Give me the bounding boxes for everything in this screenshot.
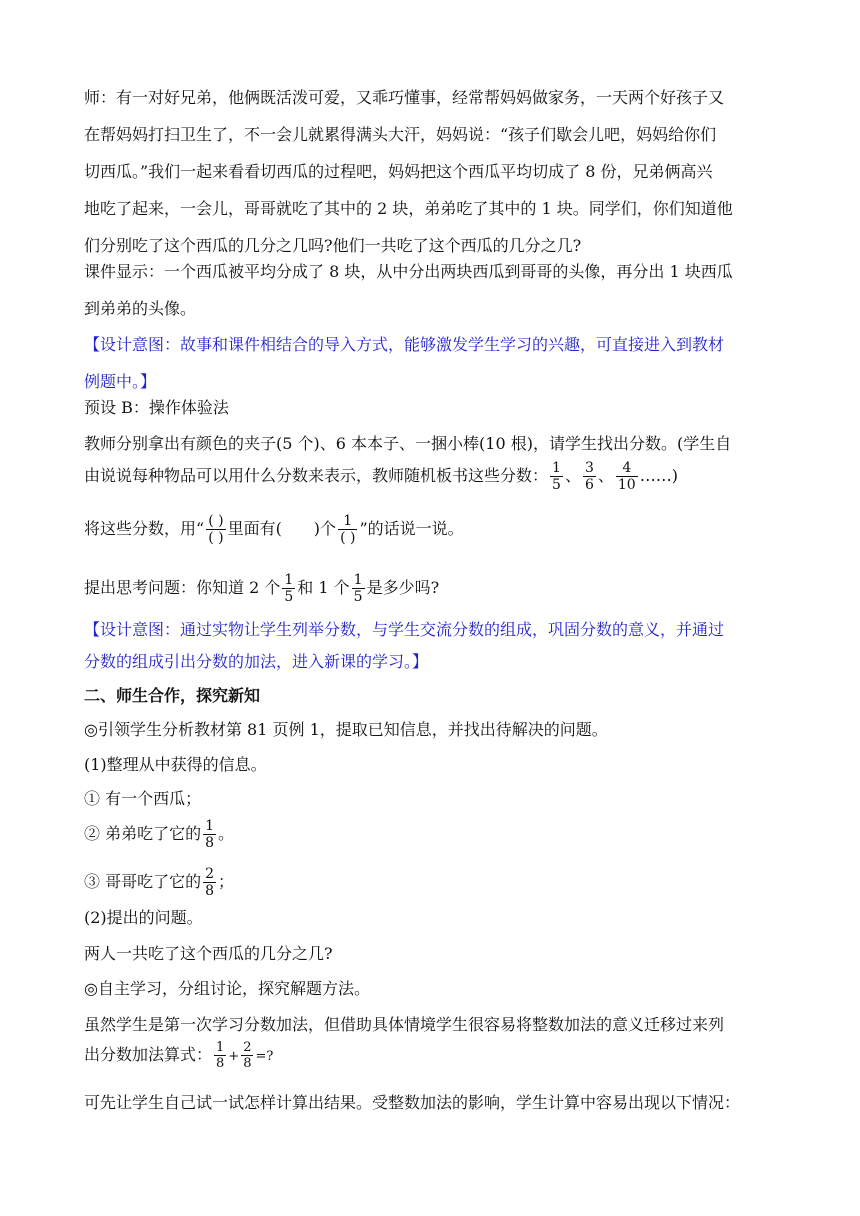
fraction-denominator: 8 <box>205 883 215 899</box>
say-text-post: ”的话说一说。 <box>359 519 464 538</box>
unit-blank-fraction <box>338 513 357 546</box>
fraction-2-8 <box>241 1040 253 1071</box>
fraction-numerator: 1 <box>205 818 215 834</box>
fraction-numerator: 1 <box>216 1040 225 1055</box>
info-item-3 <box>84 862 784 902</box>
fraction-denominator: 8 <box>205 835 215 851</box>
blank-denominator: ( ) <box>340 530 356 546</box>
say-text-mid: 里面有( )个 <box>227 519 337 538</box>
courseware-line-2: 到弟弟的头像。 <box>84 299 197 318</box>
story-line-2: 在帮妈妈打扫卫生了，不一会儿就累得满头大汗，妈妈说：“孩子们歇会儿吧，妈妈给你们 <box>84 125 717 144</box>
info-item-3-end: ； <box>218 872 235 891</box>
fraction-2-8 <box>203 866 216 899</box>
equals-question: =? <box>255 1049 274 1064</box>
story-line-3: 切西瓜。”我们一起来看看切西瓜的过程吧，妈妈把这个西瓜平均切成了 8 份，兄弟俩高兴 <box>84 162 713 181</box>
fraction-1-8 <box>214 1040 226 1071</box>
blank-numerator: ( ) <box>208 513 224 529</box>
story-line-1: 师：有一对好兄弟，他俩既活泼可爱，又乖巧懂事，经常帮妈妈做家务，一天两个好孩子又 <box>84 88 725 107</box>
info-item-2-text: ② 弟弟吃了它的 <box>84 824 202 843</box>
guide-line: ◎引领学生分析教材第 81 页例 1，提取已知信息，并找出待解决的问题。 <box>84 720 608 739</box>
operate-line-1: 教师分别拿出有颜色的夹子(5 个)、6 本本子、一捆小棒(10 根)，请学生找出分数。(学生自 <box>84 434 732 453</box>
operate-line-2 <box>84 456 784 496</box>
info-item-2-end: 。 <box>218 824 235 843</box>
fraction-numerator: 4 <box>616 460 638 477</box>
question-line: 两人一共吃了这个西瓜的几分之几? <box>84 944 333 963</box>
say-line <box>84 509 784 549</box>
formula-line-1: 虽然学生是第一次学习分数加法，但借助具体情境学生很容易将整数加法的意义迁移过来列 <box>84 1015 725 1034</box>
story-line-4: 地吃了起来，一会儿，哥哥就吃了其中的 2 块，弟弟吃了其中的 1 块。同学们，你们知道他 <box>84 199 733 218</box>
info-item-1: ① 有一个西瓜； <box>84 789 202 808</box>
plus-sign: + <box>228 1049 240 1064</box>
fraction-numerator: 1 <box>353 572 363 588</box>
think-line <box>84 568 784 608</box>
operate-line-2-text: 由说说每种物品可以用什么分数来表示，教师随机板书这些分数： <box>84 466 549 485</box>
fraction-denominator: 5 <box>353 589 363 605</box>
fraction-numerator: 1 <box>552 460 561 476</box>
fraction-1-8 <box>203 818 216 851</box>
formula-text: 出分数加法算式： <box>84 1045 213 1064</box>
fraction-numerator: 1 <box>284 572 294 588</box>
section-heading: 二、师生合作，探究新知 <box>84 686 261 705</box>
separator: 、 <box>564 466 581 485</box>
think-text-post: 是多少吗? <box>366 578 440 597</box>
fraction-4-10 <box>616 460 638 493</box>
fraction-numerator: 3 <box>584 460 594 476</box>
story-line-5: 们分别吃了这个西瓜的几分之几吗?他们一共吃了这个西瓜的几分之几? <box>84 236 582 255</box>
fraction-numerator: 2 <box>205 866 215 882</box>
ellipsis-text: ……) <box>639 466 678 485</box>
last-line: 可先让学生自己试一试怎样计算出结果。受整数加法的影响，学生计算中容易出现以下情况： <box>84 1093 741 1112</box>
info-item-2 <box>84 814 784 854</box>
design-intent-2-line-2: 分数的组成引出分数的加法，进入新课的学习。】 <box>84 652 429 671</box>
think-text-pre: 提出思考问题：你知道 2 个 <box>84 578 281 597</box>
preset-b-heading: 预设 B：操作体验法 <box>84 398 229 417</box>
formula-line-2 <box>84 1035 784 1075</box>
fraction-1-5 <box>550 460 563 493</box>
design-intent-2-line-1: 【设计意图：通过实物让学生列举分数，与学生交流分数的组成，巩固分数的意义，并通过 <box>84 620 725 639</box>
step-1: (1)整理从中获得的信息。 <box>84 755 267 774</box>
fraction-denominator: 5 <box>552 477 561 493</box>
think-text-mid: 和 1 个 <box>297 578 350 597</box>
fraction-denominator: 6 <box>584 477 594 493</box>
say-text-pre: 将这些分数，用“ <box>84 519 205 538</box>
self-study-line: ◎自主学习，分组讨论，探究解题方法。 <box>84 979 370 998</box>
fraction-denominator: 5 <box>284 589 294 605</box>
fraction-denominator: 10 <box>617 477 636 493</box>
fraction-1-5 <box>282 572 295 605</box>
design-intent-1-line-1: 【设计意图：故事和课件相结合的导入方式，能够激发学生学习的兴趣，可直接进入到教材 <box>84 335 725 354</box>
fraction-denominator: 8 <box>243 1056 252 1071</box>
info-item-3-text: ③ 哥哥吃了它的 <box>84 872 202 891</box>
fraction-1-5 <box>352 572 365 605</box>
blank-fraction <box>206 513 225 546</box>
fraction-3-6 <box>583 460 596 493</box>
separator: 、 <box>597 466 614 485</box>
unit-numerator: 1 <box>338 513 357 530</box>
design-intent-1-line-2: 例题中。】 <box>84 372 157 391</box>
step-2: (2)提出的问题。 <box>84 908 203 927</box>
fraction-numerator: 2 <box>243 1040 252 1055</box>
fraction-denominator: 8 <box>216 1056 225 1071</box>
courseware-line-1: 课件显示：一个西瓜被平均分成了 8 块，从中分出两块西瓜到哥哥的头像，再分出 1 块西瓜 <box>84 262 733 281</box>
blank-denominator: ( ) <box>208 530 224 546</box>
